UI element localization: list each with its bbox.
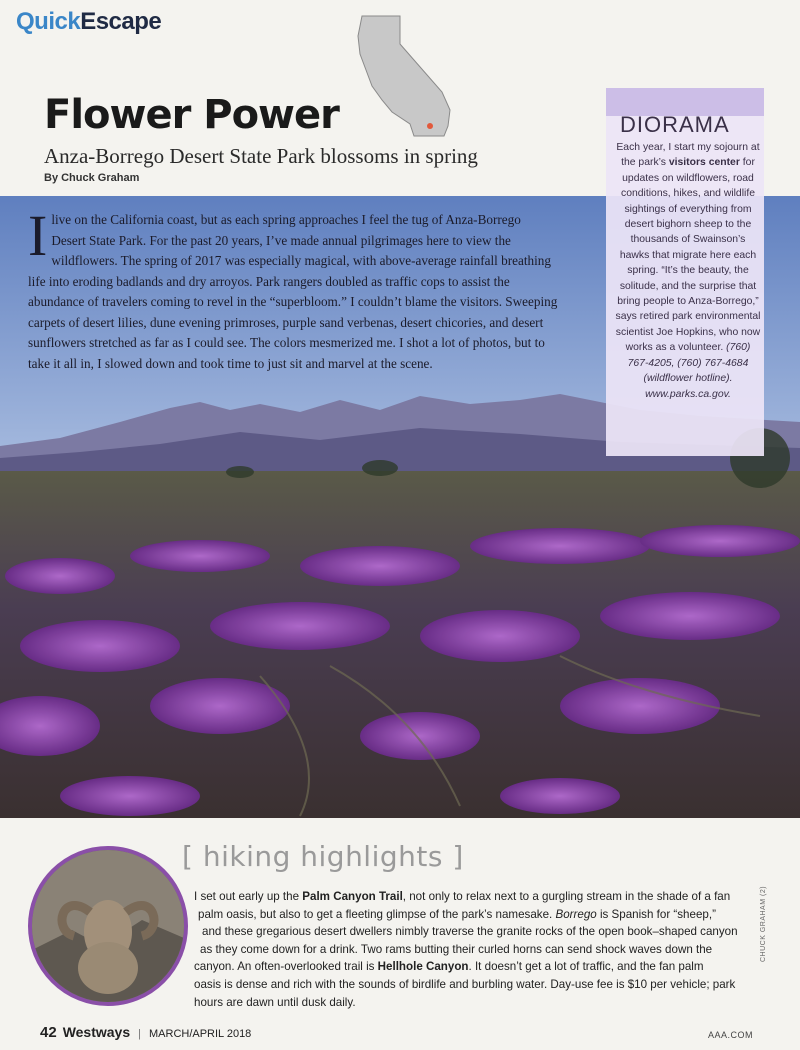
hiking-text-part: I set out early up the bbox=[194, 890, 303, 903]
diorama-text bbox=[615, 140, 761, 402]
hiking-line: and these gregarious desert dwellers nimbly traverse the granite rocks of the open book–shaped canyon bbox=[202, 925, 738, 939]
california-map-icon bbox=[352, 14, 462, 139]
article-byline: By Chuck Graham bbox=[44, 172, 140, 184]
hiking-text-part: canyon. An often-overlooked trail is bbox=[194, 960, 378, 974]
hiking-line: oasis is dense and rich with the sounds of birdlife and burbling water. Day-use fee is $10 per vehicle; park bbox=[194, 977, 736, 991]
palm-canyon-trail: Palm Canyon Trail bbox=[302, 890, 403, 903]
hiking-line bbox=[194, 958, 768, 976]
diorama-contact: (760) 767-4205, (760) 767-4684 (wildflower hotline). www.parks.ca.gov. bbox=[627, 342, 751, 400]
hiking-text-part: , not only to relax next to a gurgling stream in the shade of a fan bbox=[402, 890, 731, 903]
bighorn-sheep-photo bbox=[28, 846, 188, 1006]
diorama-visitors-center: visitors center bbox=[668, 157, 740, 169]
section-brand bbox=[16, 8, 161, 36]
drop-cap: I bbox=[28, 203, 48, 268]
footer-separator: | bbox=[138, 1028, 141, 1040]
diorama-text-body: for updates on wildflowers, road conditions, hikes, and wildlife sightings of everything from desert bighorn sheep to the thousands of Swainson’s hawks that migrate here each spring. “It’s the beauty, the solitude, and the surprise that bring people to Anza-Borrego,” says retired park environmental scientist Joe Hopkins, who now works as a volunteer. bbox=[615, 157, 761, 354]
article-intro bbox=[28, 203, 558, 374]
hiking-line: as they come down for a drink. Two rams butting their curled horns can send shock waves down the bbox=[200, 942, 713, 956]
article-subtitle: Anza-Borrego Desert State Park blossoms in spring bbox=[44, 144, 478, 168]
hellhole-canyon: Hellhole Canyon bbox=[377, 960, 469, 974]
photo-credit: CHUCK GRAHAM (2) bbox=[760, 885, 767, 962]
intro-text: live on the California coast, but as each spring approaches I feel the tug of Anza-Borrego Desert State Park. For the past 20 years, I’ve made annual pilgrimages here to view the wildflowers. The spring of 2017 was especially magical, with above-average rainfall breathing life into eroding badlands and dry arroyos. Park rangers doubled as traffic cops to assist the abundance of travelers coming to revel in the “superbloom.” I couldn’t blame the visitors. Sweeping carpets of desert lilies, dune evening primroses, purple sand verbenas, desert chicories, and desert sunflowers stretched as far as I could see. The colors mesmerized me. I shot a lot of photos, but to take it all in, I slowed down and took time to just sit and marvel at the scene. bbox=[28, 212, 558, 371]
hiking-line bbox=[194, 906, 768, 924]
location-marker-icon bbox=[427, 123, 433, 129]
hiking-text-part: is Spanish for “sheep,” bbox=[596, 907, 716, 921]
article-title: Flower Power bbox=[44, 92, 339, 138]
hiking-heading: [ hiking highlights ] bbox=[182, 840, 464, 873]
diorama-text-start: Each year, I start my sojourn at the park’s bbox=[616, 142, 760, 169]
hiking-line bbox=[194, 888, 768, 906]
footer-site: AAA.COM bbox=[708, 1030, 754, 1040]
hiking-line: hours are dawn until dusk daily. bbox=[194, 995, 356, 1009]
diorama-title: DIORAMA bbox=[620, 112, 730, 137]
brand-escape: Escape bbox=[80, 8, 162, 35]
brand-quick: Quick bbox=[16, 8, 81, 35]
hiking-text-part: . It doesn’t get a lot of traffic, and the fan palm bbox=[468, 960, 704, 974]
hiking-text-part: palm oasis, but also to get a fleeting glimpse of the park’s namesake. bbox=[198, 907, 556, 921]
publication-name: Westways bbox=[62, 1024, 131, 1040]
page-number: 42 bbox=[40, 1024, 57, 1041]
borrego-italic: Borrego bbox=[555, 907, 597, 921]
hiking-text bbox=[194, 885, 768, 1011]
page-footer bbox=[40, 1024, 251, 1041]
issue-date: MARCH/APRIL 2018 bbox=[149, 1028, 252, 1040]
